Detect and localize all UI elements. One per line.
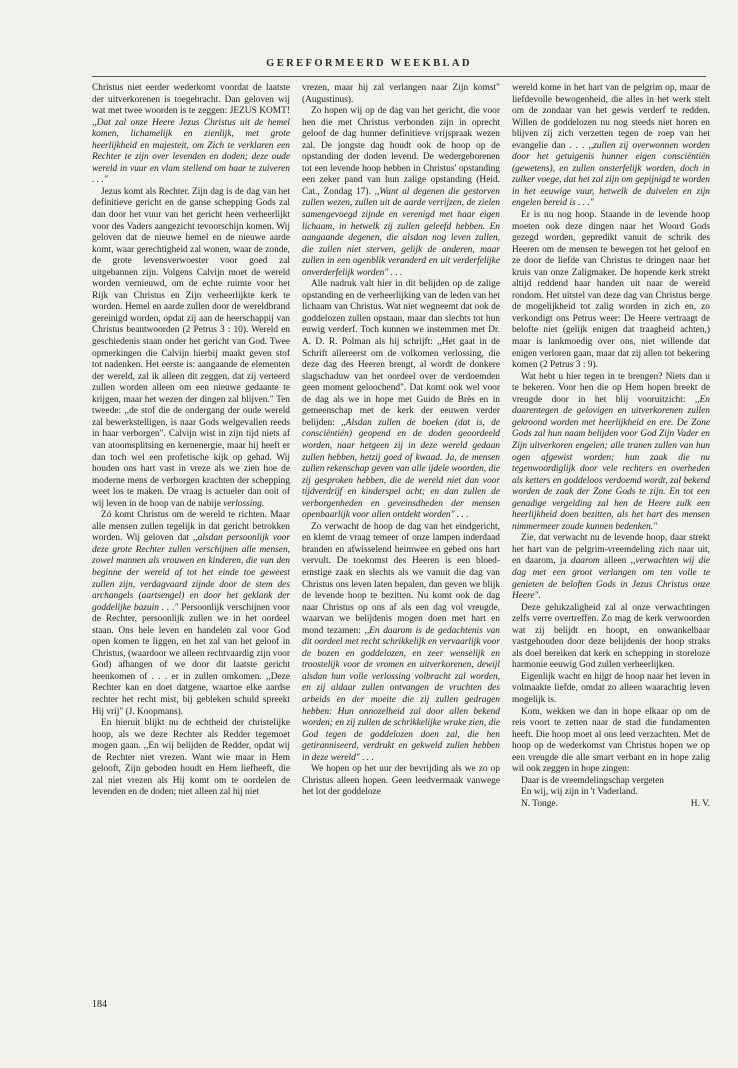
paragraph (512, 776, 710, 788)
quote-text: ,,En daarom is de gedachtenis van dit oordeel met recht schrikkelijk en vervaarlijk voor de bozen en goddelozen, en zeer wenselijk en troostelijk voor de vromen en uitverkorenen, dewijl alsdan hun volle verlossing volbracht zal worden, en zij aldaar zullen ontvangen de vruchten des arbeids en der moeite die zij zullen gedragen hebben: Hun onnozelheid zal door allen bekend worden; en zij zullen de schrikkelijke wrake zien, die God tegen de goddelozen doen zal, die hen getiranniseerd, verdrukt en gekweld zullen hebben in deze wereld" . . . (302, 625, 500, 763)
paragraph (512, 603, 710, 672)
body-text: Zó komt Christus om de wereld te richten. Maar alle mensen zullen tegelijk in dat gericht betrokken worden. Wij geloven dat (92, 510, 290, 544)
quote-text: daarom (570, 556, 600, 567)
body-text: We hopen op het uur der bevrijding als we zo op Christus alleen hopen. Geen leedvermaak vanwege het lot der goddeloze (302, 764, 500, 798)
quote-text: ,,alsdan persoonlijk voor deze grote Rechter zullen verschijnen alle mensen, zowel mannen als vrouwen en kinderen, die van den beginne der wereld af tot het einde toe geweest zullen zijn, verdagvaard zijnde door de stem des archangels (aartsengel) en door het geklank der goddelijke bazuin . . ." (92, 533, 290, 613)
column-1 (92, 83, 290, 988)
paragraph (302, 106, 500, 279)
paragraph (512, 372, 710, 534)
paragraph (512, 707, 710, 776)
paragraph (512, 83, 710, 210)
body-text: alleen (599, 556, 631, 567)
paragraph (302, 522, 500, 764)
body-text: Persoonlijk verschijnen voor de Rechter, persoonlijk zullen we in het oordeel staan. Ons hele leven en handelen zal voor God open komen te liggen, en het zal van het geloof in Christus, (waardoor we alleen rechtvaardig zijn voor God) afhangen of we door dit laatste gericht heenkomen of . . . er in zullen omkomen. ,,Deze Rechter kan en doet datgene, waartoe elke aardse rechter het recht mist, bij gebleken schuld spreekt Hij vrij" (J. Koopmans). (92, 602, 290, 717)
paragraph (302, 83, 500, 106)
body-text: En hieruit blijkt nu de echtheid der christelijke hoop, als we deze Rechter als Redder tegemoet mogen gaan. ,,En wij belijden de Redder, opdat wij de Rechter niet vrezen. Want wie maar in Hem gelooft, Zijn geboden houdt en Hem liefheeft, die zal niet vrezen als Hij komt om te oordelen de levenden en de doden; niet alleen zal hij niet (92, 718, 290, 798)
body-text: wereld kome in het hart van de pelgrim op, maar de liefdevolle bewogenheid, die alles in het werk stelt om de zondaar van het gewis verderf te redden. Willen de goddelozen nu nog steeds niet horen en blijven zij zich verzetten tegen de roep van het evangelie dan . . . (512, 83, 710, 151)
quote-text: ,,Want al degenen die gestorven zullen wezen, zullen uit de aarde verrijzen, de zielen samengevoegd zijnde en verenigd met haar eigen lichaam, in hetwelk zij zullen geleefd hebben. En aangaande degenen, die alsdan nog leven zullen, die zullen niet sterven, gelijk de anderen, maar zullen in een ogenblik veranderd en uit verderfelijke onverderfelijk worden" . . . (302, 186, 500, 278)
signoff (512, 799, 710, 811)
page-number: 184 (92, 999, 107, 1010)
body-text: Zo verwacht de hoop de dag van het eindgericht, en klemt de vraag temeer of onze lampen inderdaad branden en afwisselend heimwee en gebed ons hart vervult. De toekomst des Heeren is een bloed-ernstige zaak en slechts als we vanuit die dag van Christus ons leven laten bepalen, dan geven we blijk de levende hoop te bezitten. Nu komt ook de dag naar Christus op ons af als een dag vol vreugde, waarvan we belijdenis mogen doen met hart en mond tezamen: (302, 521, 500, 636)
body-text: Kom, wekken we dan in hope elkaar op om de reis voort te zetten naar de stad die fundamenten heeft. Die hoop moet al ons leed verzachten. Met de hoop op de wederkomst van Christus hopen we op een vreugde die alle smart verbant en in hope zalig wil ook zeggen in hope zingen: (512, 706, 710, 775)
body-text: Daar is de vreemdelingschap vergeten (521, 775, 664, 786)
paragraph (92, 187, 290, 510)
paragraph (92, 510, 290, 718)
signoff-right: H. V. (690, 798, 710, 809)
column-2 (302, 83, 500, 988)
paragraph (302, 764, 500, 799)
article-columns (92, 83, 710, 988)
paragraph (92, 83, 290, 187)
page-header: GEREFORMEERD WEEKBLAD (266, 58, 472, 69)
body-text: Christus niet eerder wederkomt voordat de laatste der uitverkorenen is toegebracht. Dan geloven wij wat met twee woorden is te zeggen: JEZUS KOMT! (92, 83, 290, 117)
paragraph (512, 672, 710, 707)
body-text: Zo hopen wij op de dag van het gericht, die voor hen die met Christus verbonden zijn in oprecht geloof de dag hunner definitieve vrijspraak wezen zal. De jongste dag houdt ook de hoop op de opstanding der doden levend. De wedergeborenen tot een levende hoop hebben in Christus' opstanding een zeker pand van hun zalige opstanding (Heid. Cat., Zondag 17). (302, 106, 500, 197)
body-text: Jezus komt als Rechter. Zijn dag is de dag van het definitieve gericht en de ganse schepping Gods zal dan door het vuur van het gericht heen verheerlijkt voor des Vaders aangezicht tevoorschijn komen. Wij geloven dat de nieuwe hemel en de nieuwe aarde komt, waar gerechtigheid zal wonen, waar de zonde, de grote levensverwoester voor goed zal uitgebannen zijn. Volgens Calvijn moet de wereld worden vernieuwd, om de echte ruimte voor het Rijk van Christus en Zijn verheerlijkte kerk te worden. Hemel en aarde zullen door de wereldbrand gereinigd worden, opdat zij aan de heerschappij van Christus beantwoorden (2 Petrus 3 : 10). Wereld en geschiedenis staan onder het gericht van God. Twee opmerkingen die Calvijn hierbij maakt geven stof tot nadenken. Het eerste is: aangaande de elementen der wereld, zal ik alleen dit zeggen, dat zij verteerd zullen worden alleen om een nieuwe gedaante te krijgen, maar het wezen der dingen zal blijven." Ten tweede: ,,de stof die de ondergang der oude wereld zal bewerkstelligen, is naar Gods welgevallen reeds in haar verborgen". Calvijn wist in zijn tijd niets af van atoomsplitsing en kernenergie, maar hij heeft er dan toch wel een profetische kijk op gehad. Wij houden ons hart vast in vreze als we zien hoe de moderne mens de verborgen krachten der schepping weet los te maken. De vraag is actueler dan ooit of wij leven in de hoop van de nabije (92, 186, 290, 509)
signoff-left: N. Tonge. (521, 798, 558, 809)
paragraph (302, 279, 500, 521)
paragraph (512, 787, 710, 799)
column-3 (512, 83, 710, 988)
body-text: Eigenlijk wacht en hijgt de hoop naar het leven in volmaakte liefde, omdat zo alleen waarachtig leven mogelijk is. (512, 671, 710, 705)
paragraph (512, 210, 710, 372)
paragraph (512, 533, 710, 602)
body-text: Wat hebt u hier tegen in te brengen? Niets dan u te bekeren. Voor hen die op Hem hopen breekt de vreugde door in het blij vooruitzicht: (512, 371, 710, 405)
paragraph (92, 718, 290, 799)
body-text: En wij, wij zijn in 't Vaderland. (521, 787, 638, 798)
body-text: vrezen, maar hij zal verlangen naar Zijn komst" (Augustinus). (302, 83, 500, 105)
body-text: Alle nadruk valt hier in dit belijden op de zalige opstanding en de verheerlijking van de leden van het lichaam van Christus. Wat niet wegneemt dat ook de goddelozen zullen opstaan, maar dan slechts tot hun euwig verderf. Toch kunnen we instemmen met Dr. A. D. R. Polman als hij schrijft: ,,Het gaat in de Schrift allereerst om de volkomen verlossing, die deze dag des Heeren brengt, al wordt de donkere slagschaduw van het oordeel over de verdoemden geen moment geloochend". Dat komt ook wel voor de dag als we in hope met Guido de Brès en in gemeenschap met de kerk der eeuwen verder belijden: (302, 279, 500, 428)
body-text: Er is nu nog hoop. Staande in de levende hoop moeten ook deze dingen naar het Woord Gods gezegd worden, gepredikt vanuit de schrik des Heeren om de mensen te bewegen tot het geloof en ze door de liefde van Christus te dringen naar het kruis van onze Zaligmaker. De hopende kerk strekt altijd reddend haar handen uit naar de wereld rondom. Het uitstel van deze dag van Christus berge de mogelijkheid tot zalig worden in zich en, zo verkondigt ons Petrus weer: De Heere vertraagt de belofte niet (gelijk enigen dat traagheid achten,) maar is lankmoedig over ons, niet willende dat enigen verloren gaan, maar dat zij allen tot bekering komen (2 Petrus 3 : 9). (512, 210, 710, 371)
quote-text: ,,Alsdan zullen de boeken (dat is, de consciëntiën) geopend en de doden geoordeeld worden, naar hetgeen zij in deze wereld gedaan zullen hebben, hetzij goed of kwaad. Ja, de mensen zullen rekenschap geven van alle ijdele woorden, die zij gesproken hebben, die de wereld niet dan voor tijdverdrijf en kinderspel acht; en dan zullen de verborgenheden en geveinsdheden der mensen openbaarlijk voor allen ontdekt worden" . . . (302, 417, 500, 521)
quote-text: ,,verwachten wij die dag met een groot verlangen om ten volle te genieten de beloften Gods in Jezus Christus onze Heere". (512, 556, 710, 602)
quote-text: ,,En daarentegen de gelovigen en uitverkorenen zullen gekroond worden met heerlijkheid en ere. De Zone Gods zal hun naam belijden voor God Zijn Vader en Zijn uitverkoren engelen; alle tranen zullen van hun ogen afgewist worden; hun zaak die nu tegenwoordiglijk door vele rechters en overheden als ketters en goddeloos verdoemd wordt, zal bekend worden de zaak der Zone Gods te zijn. En tot een genadige vergelding zal hen de Heere zulk een heerlijkheid doen bezitten, als het hart des mensen nimmermeer zoude kunnen bedenken." (512, 394, 710, 532)
quote-text: ,,Dat zal onze Heere Jezus Christus uit de hemel komen, lichamelijk en zienlijk, met grote heerlijkheid en majesteit, om Zich te verklaren een Rechter te zijn over levenden en doden; deze oude wereld in vuur en vlam stellend om haar te zuiveren . . ." (92, 117, 290, 186)
quote-text: verlossing. (223, 498, 265, 509)
header-rule (92, 76, 706, 77)
body-text: Zie, dat verwacht nu de levende hoop, daar strekt het hart van de pelgrim-vreemdeling zich naar uit, en daarom, ja (512, 533, 710, 567)
body-text: Deze gelukzaligheid zal al onze verwachtingen zelfs verre overtreffen. Zo mag de kerk verwoorden wat zij belijdt en hoopt, en onwankelbaar vastgehouden door deze belijdenis der hoop straks als doel bereiken dat kerk en schepping in storeloze harmonie eeuwig God zullen verheerlijken. (512, 602, 710, 671)
quote-text: ,,zullen zij overwonnen worden door het getuigenis hunner eigen consciëntiën (gewetens), en zullen onsterfelijk worden, doch in zulker voege, dat het zal zijn om gepijnigd te worden in het eeuwige vuur, hetwelk de duivelen en zijn engelen bereid is . . ." (512, 140, 710, 209)
